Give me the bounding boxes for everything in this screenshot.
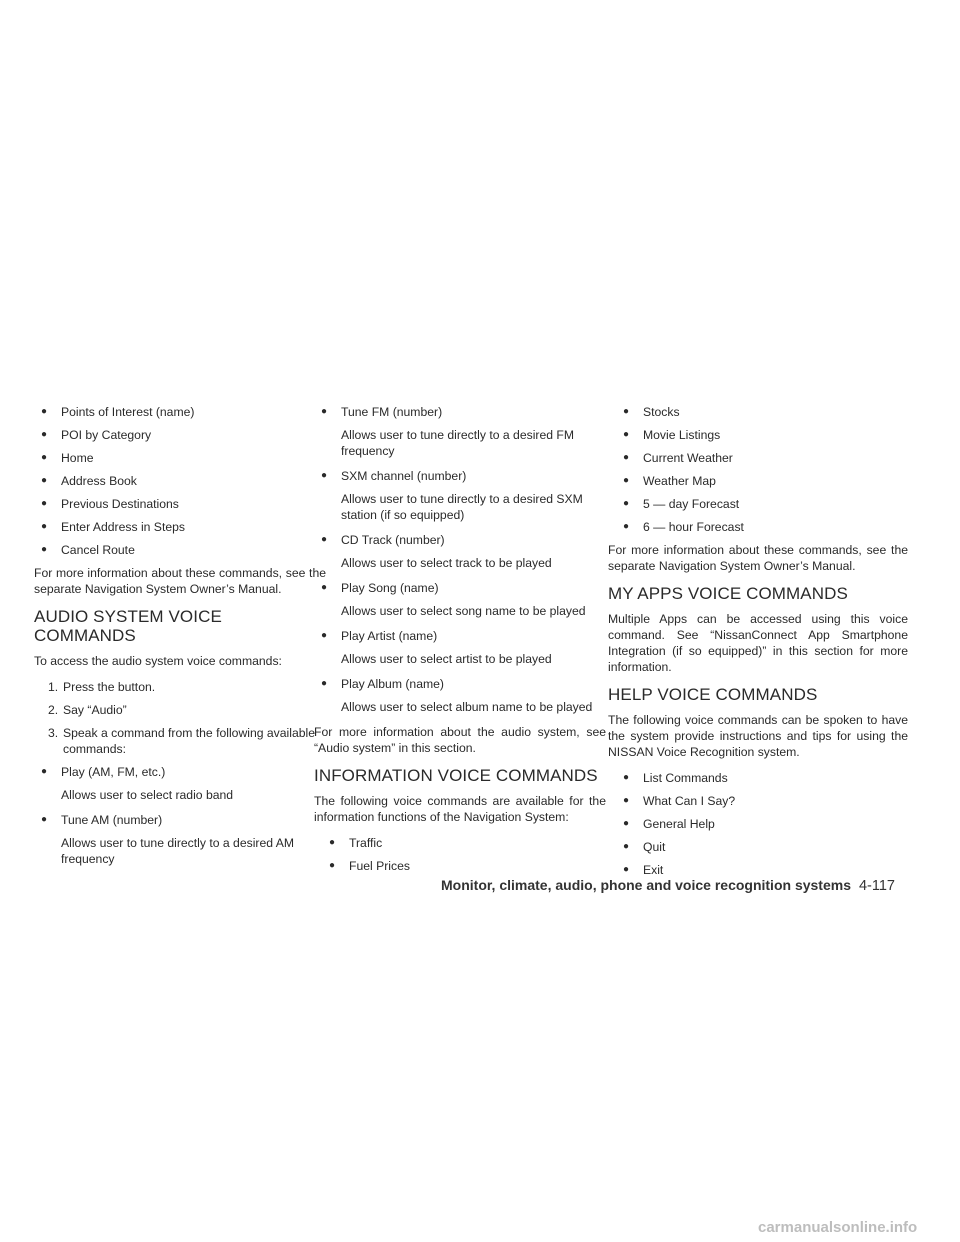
list-item: ● Address Book [34,473,326,489]
command-description: Allows user to select song name to be played [341,604,586,618]
command-cd-track: ● CD Track (number) [314,532,606,548]
step-item [34,702,326,718]
command-description: Allows user to select artist to be played [341,652,552,666]
step-item [34,725,326,757]
list-item: ● Points of Interest (name) [34,404,326,420]
list-item: ● POI by Category [34,427,326,443]
watermark: carmanualsonline.info [758,1219,918,1236]
list-item: ● Weather Map [616,473,908,489]
paragraph-apps: Multiple Apps can be accessed using this voice command. See “NissanConnect App Smartphone Integration (if so equipped)” in this section for more information. [608,612,908,674]
step-text: Say “Audio” [63,703,127,717]
command-description: Allows user to select track to be played [341,556,552,570]
command-play-band: ● Play (AM, FM, etc.) [34,764,326,780]
heading-help-voice-commands: HELP VOICE COMMANDS [608,685,818,704]
step-item [34,679,326,695]
list-item: ● Traffic [322,835,606,851]
list-item: ● Home [34,450,326,466]
list-item: ● Movie Listings [616,427,908,443]
command-sxm-channel: ● SXM channel (number) [314,468,606,484]
list-item: ● Current Weather [616,450,908,466]
command-play-song: ● Play Song (name) [314,580,606,596]
command-play-artist: ● Play Artist (name) [314,628,606,644]
command-play-album: ● Play Album (name) [314,676,606,692]
paragraph-audio-intro: To access the audio system voice commands: [34,654,282,668]
command-description: Allows user to select radio band [61,788,234,802]
column-1 [34,404,326,876]
list-item: ● List Commands [616,770,908,786]
step-number: 1. [48,680,59,694]
command-description: Allows user to select album name to be played [341,700,593,714]
list-item: ● Exit [616,862,908,878]
list-item: ● What Can I Say? [616,793,908,809]
page-footer [441,877,895,894]
step-text: Press the button. [63,680,156,694]
list-item: ● Enter Address in Steps [34,519,326,535]
paragraph-help-intro: The following voice commands can be spoken to have the system provide instructions and tips for using the NISSAN Voice Recognition system. [608,713,908,759]
list-item: ● 5 — day Forecast [616,496,908,512]
list-item: ● Fuel Prices [322,858,606,874]
command-description: Allows user to tune directly to a desired AM frequency [61,836,295,866]
list-item: ● General Help [616,816,908,832]
list-item: ● Quit [616,839,908,855]
heading-audio-system-voice-commands: AUDIO SYSTEM VOICE COMMANDS [34,607,222,645]
paragraph-audio-more-info: For more information about the audio system, see “Audio system” in this section. [314,725,606,755]
list-item: ● Cancel Route [34,542,326,558]
step-number: 3. [48,726,59,740]
command-tune-am: ● Tune AM (number) [34,812,326,828]
column-3 [608,404,908,885]
command-description: Allows user to tune directly to a desired SXM station (if so equipped) [341,492,583,522]
list-item: ● Stocks [616,404,908,420]
heading-my-apps-voice-commands: MY APPS VOICE COMMANDS [608,584,848,603]
page-number: 4-117 [858,878,895,894]
list-item: ● 6 — hour Forecast [616,519,908,535]
footer-section-title: Monitor, climate, audio, phone and voice recognition systems [441,877,851,893]
command-description: Allows user to tune directly to a desired FM frequency [341,428,575,458]
step-number: 2. [48,703,59,717]
command-tune-fm: ● Tune FM (number) [314,404,606,420]
paragraph-more-info: For more information about these commands, see the separate Navigation System Owner’s Manual. [608,543,908,573]
paragraph-info-intro: The following voice commands are available for the information functions of the Navigation System: [314,794,606,824]
column-2 [314,404,606,881]
step-text: Speak a command from the following available commands: [63,726,316,756]
list-item: ● Previous Destinations [34,496,326,512]
paragraph-more-info: For more information about these commands, see the separate Navigation System Owner’s Manual. [34,566,326,596]
heading-information-voice-commands: INFORMATION VOICE COMMANDS [314,766,598,785]
